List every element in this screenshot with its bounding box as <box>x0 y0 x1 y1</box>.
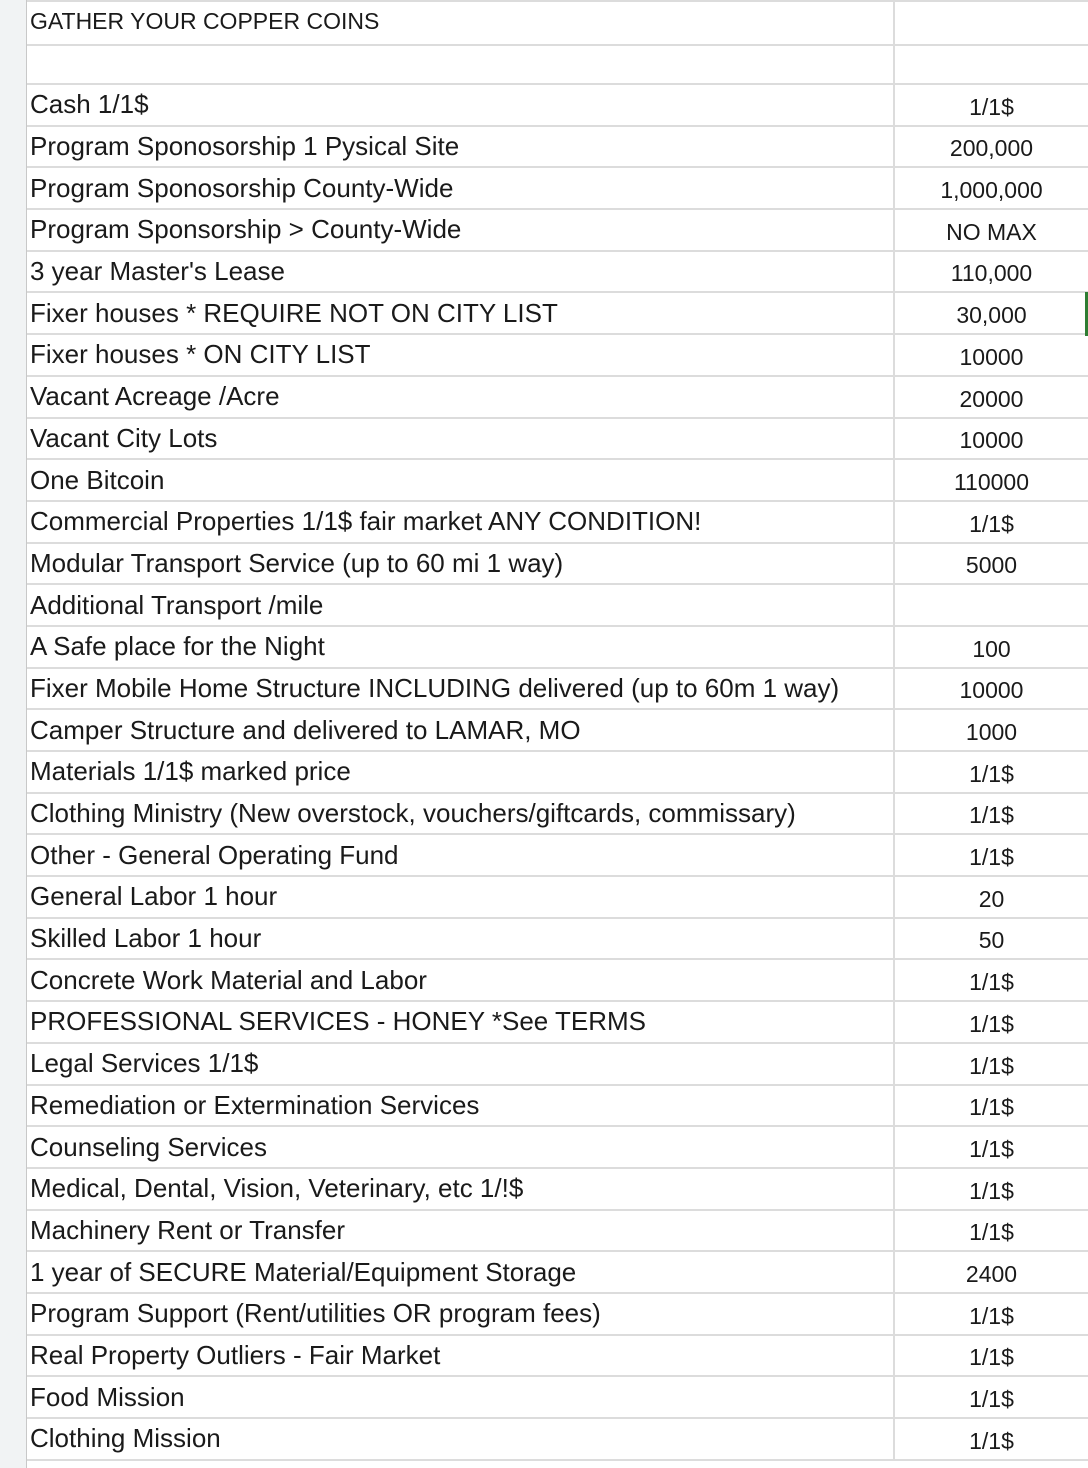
table-row <box>27 127 1088 169</box>
table-row <box>27 502 1088 544</box>
table-row <box>27 1002 1088 1044</box>
table-row <box>27 85 1088 127</box>
item-value-cell[interactable]: 1,000,000 <box>940 177 1043 204</box>
item-value-cell[interactable]: 1/1$ <box>969 969 1014 996</box>
item-label-cell[interactable]: Skilled Labor 1 hour <box>27 919 895 959</box>
item-label-cell[interactable]: One Bitcoin <box>27 460 895 500</box>
item-value-cell[interactable]: 1/1$ <box>969 802 1014 829</box>
table-row <box>27 1086 1088 1128</box>
table-row <box>27 710 1088 752</box>
table-row <box>27 419 1088 461</box>
item-label-cell[interactable]: Fixer houses * REQUIRE NOT ON CITY LIST <box>27 293 895 333</box>
item-label-cell[interactable]: Commercial Properties 1/1$ fair market ANY CONDITION! <box>27 502 895 542</box>
item-label-cell[interactable]: Concrete Work Material and Labor <box>27 960 895 1000</box>
row-header-gutter[interactable] <box>0 0 27 1468</box>
table-row <box>27 460 1088 502</box>
table-row <box>27 293 1088 335</box>
item-value-cell[interactable]: 100 <box>972 635 1011 662</box>
table-row <box>27 1127 1088 1169</box>
item-value-cell[interactable]: 1/1$ <box>969 93 1014 120</box>
empty-cell[interactable] <box>27 46 895 83</box>
item-value-cell[interactable]: 1/1$ <box>969 1135 1014 1162</box>
table-row <box>27 1336 1088 1378</box>
item-value-cell[interactable]: 10000 <box>959 427 1024 454</box>
item-value-cell[interactable]: 1/1$ <box>969 760 1014 787</box>
table-row <box>27 1211 1088 1253</box>
item-value-cell[interactable]: 30,000 <box>956 302 1027 329</box>
item-label-cell[interactable]: Cash 1/1$ <box>27 85 895 125</box>
item-value-cell[interactable]: 10000 <box>959 343 1024 370</box>
item-value-cell[interactable]: 20000 <box>959 385 1024 412</box>
item-value-cell[interactable]: 1/1$ <box>969 844 1014 871</box>
item-label-cell[interactable]: Clothing Mission <box>27 1419 895 1459</box>
sheet-title: GATHER YOUR COPPER COINS <box>30 8 380 34</box>
table-row <box>27 585 1088 627</box>
item-label-cell[interactable]: Legal Services 1/1$ <box>27 1044 895 1084</box>
item-value-cell[interactable]: 2400 <box>965 1260 1018 1287</box>
table-row <box>27 960 1088 1002</box>
table-row <box>27 919 1088 961</box>
table-row <box>27 377 1088 419</box>
item-label-cell[interactable]: Remediation or Extermination Services <box>27 1086 895 1126</box>
table-row <box>27 877 1088 919</box>
item-label-cell[interactable]: Fixer houses * ON CITY LIST <box>27 335 895 375</box>
item-label-cell[interactable]: Camper Structure and delivered to LAMAR, MO <box>27 710 895 750</box>
table-row <box>27 544 1088 586</box>
item-label-cell[interactable]: Clothing Ministry (New overstock, vouchers/giftcards, commissary) <box>27 794 895 834</box>
item-value-cell[interactable]: 20 <box>978 885 1005 912</box>
item-label-cell[interactable]: Additional Transport /mile <box>27 585 895 625</box>
item-label-cell[interactable]: Fixer Mobile Home Structure INCLUDING delivered (up to 60m 1 way) <box>27 669 895 709</box>
item-value-cell[interactable]: 1/1$ <box>969 1052 1014 1079</box>
item-label-cell[interactable]: A Safe place for the Night <box>27 627 895 667</box>
empty-cell[interactable] <box>895 46 1088 83</box>
spreadsheet-grid <box>27 0 1088 1461</box>
item-label-cell[interactable]: General Labor 1 hour <box>27 877 895 917</box>
table-row <box>27 1419 1088 1461</box>
item-label-cell[interactable]: Program Sponosorship County-Wide <box>27 168 895 208</box>
blank-row <box>27 46 1088 85</box>
table-row <box>27 1044 1088 1086</box>
item-label-cell[interactable]: Vacant City Lots <box>27 419 895 459</box>
item-value-cell[interactable]: NO MAX <box>946 218 1037 245</box>
item-value-cell[interactable]: 1000 <box>965 719 1018 745</box>
table-row <box>27 1294 1088 1336</box>
item-value-cell[interactable]: 1/1$ <box>969 1344 1014 1371</box>
table-row <box>27 1252 1088 1294</box>
item-value-cell[interactable]: 1/1$ <box>969 1302 1014 1329</box>
item-label-cell[interactable]: Program Support (Rent/utilities OR program fees) <box>27 1294 895 1334</box>
table-row <box>27 752 1088 794</box>
item-label-cell[interactable]: Counseling Services <box>27 1127 895 1167</box>
item-value-cell[interactable]: 110,000 <box>950 260 1033 287</box>
item-label-cell[interactable]: Other - General Operating Fund <box>27 835 895 875</box>
item-label-cell[interactable]: Real Property Outliers - Fair Market <box>27 1336 895 1376</box>
item-value-cell[interactable]: 1/1$ <box>969 1177 1014 1204</box>
item-label-cell[interactable]: Food Mission <box>27 1377 895 1417</box>
table-row <box>27 210 1088 252</box>
item-value-cell[interactable] <box>895 585 1088 625</box>
table-row <box>27 1169 1088 1211</box>
item-value-cell[interactable]: 10000 <box>959 677 1024 704</box>
table-row <box>27 168 1088 210</box>
table-row <box>27 1377 1088 1419</box>
item-label-cell[interactable]: Materials 1/1$ marked price <box>27 752 895 792</box>
empty-cell[interactable] <box>895 2 1088 44</box>
item-label-cell[interactable]: Machinery Rent or Transfer <box>27 1211 895 1251</box>
item-label-cell[interactable]: Modular Transport Service (up to 60 mi 1 way) <box>27 544 895 584</box>
item-label-cell[interactable]: Program Sponsorship > County-Wide <box>27 210 895 250</box>
item-value-cell[interactable]: 200,000 <box>949 135 1034 162</box>
item-label-cell[interactable]: Program Sponosorship 1 Pysical Site <box>27 127 895 167</box>
table-row <box>27 627 1088 669</box>
item-value-cell[interactable]: 1/1$ <box>969 1427 1014 1454</box>
item-value-cell[interactable]: 1/1$ <box>969 1386 1014 1412</box>
table-row <box>27 794 1088 836</box>
title-row <box>27 0 1088 46</box>
item-label-cell[interactable]: PROFESSIONAL SERVICES - HONEY *See TERMS <box>27 1002 895 1042</box>
item-value-cell[interactable]: 1/1$ <box>969 1094 1014 1121</box>
table-row <box>27 252 1088 294</box>
item-value-cell[interactable]: 1/1$ <box>969 1010 1014 1037</box>
item-label-cell[interactable]: Vacant Acreage /Acre <box>27 377 895 417</box>
item-label-cell[interactable]: 1 year of SECURE Material/Equipment Storage <box>27 1252 895 1292</box>
table-row <box>27 669 1088 711</box>
item-value-cell[interactable]: 110000 <box>953 468 1030 495</box>
item-label-cell[interactable]: 3 year Master's Lease <box>27 252 895 292</box>
item-value-cell[interactable]: 5000 <box>965 552 1018 579</box>
item-value-cell[interactable]: 1/1$ <box>969 510 1014 537</box>
item-label-cell[interactable]: Medical, Dental, Vision, Veterinary, etc 1/!$ <box>27 1169 895 1209</box>
sheet-title-cell[interactable] <box>27 2 895 44</box>
table-row <box>27 335 1088 377</box>
table-row <box>27 835 1088 877</box>
item-value-cell[interactable]: 50 <box>978 927 1005 954</box>
item-value-cell[interactable]: 1/1$ <box>969 1219 1014 1246</box>
